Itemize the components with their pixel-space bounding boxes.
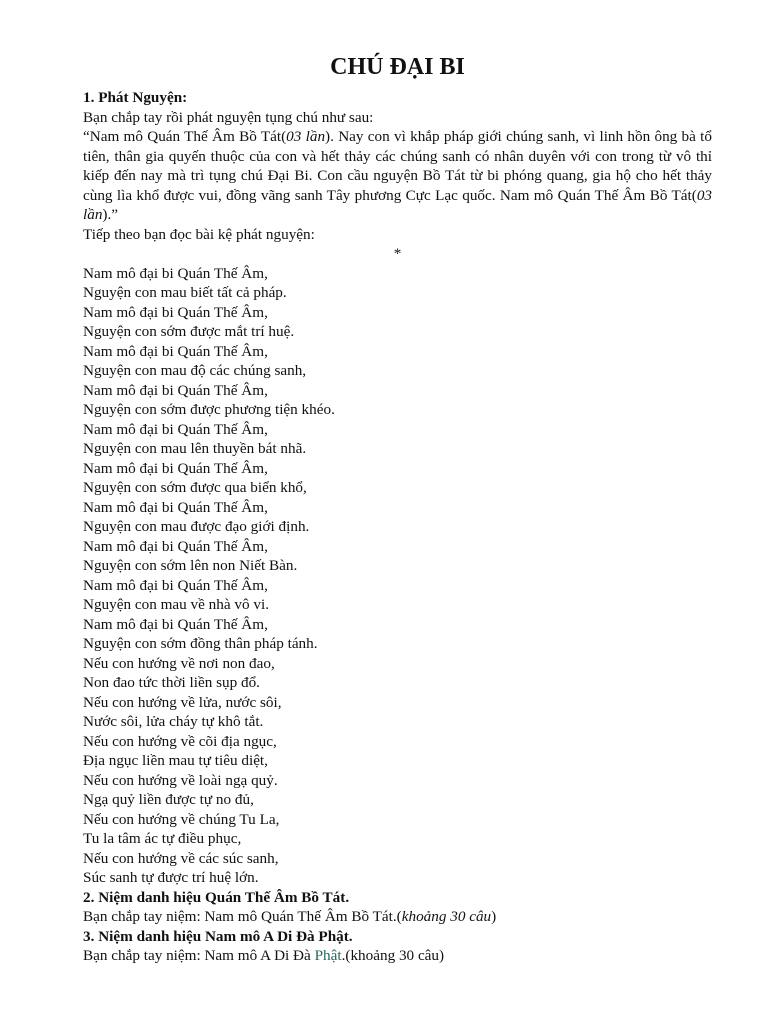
vow-repeat-count-1: 03 lần — [286, 128, 326, 145]
section-2-text — [83, 907, 712, 927]
section-3-text — [83, 946, 712, 966]
section-1-intro: Bạn chắp tay rồi phát nguyện tụng chú như sau: — [83, 108, 374, 126]
vow-text-part-1: “Nam mô Quán Thế Âm Bồ Tát( — [83, 128, 287, 145]
vow-text-part-2: ). Nay con vì khắp pháp giới chúng sanh, vì linh hồn ông bà tổ tiên, thân gia quyến thuộc của con và hết thảy các chúng sanh có nhân duyên với con trong từ vô thỉ kiếp đến nay mà trì tụng chú Đại Bi. Con cầu nguyện Bồ Tát từ bi phóng quang, gia hộ cho hết thảy cùng lìa khổ được vui, đồng vãng sanh Tây phương Cực Lạc quốc. Nam mô Quán Thế Âm Bồ Tát( — [83, 128, 712, 204]
verse-line: Nam mô đại bi Quán Thế Âm, — [83, 537, 268, 555]
verse-line: Nếu con hướng về lửa, nước sôi, — [83, 693, 282, 711]
verse-line: Nếu con hướng về loài ngạ quỷ. — [83, 771, 278, 789]
verse-line: Nam mô đại bi Quán Thế Âm, — [83, 576, 268, 594]
verse-line: Nếu con hướng về chúng Tu La, — [83, 810, 280, 828]
verse-line: Nam mô đại bi Quán Thế Âm, — [83, 264, 268, 282]
vow-paragraph — [83, 127, 712, 225]
section-2-instruction: Bạn chắp tay niệm: Nam mô Quán Thế Âm Bồ Tát.( — [83, 908, 402, 925]
section-2-heading: 2. Niệm danh hiệu Quán Thế Âm Bồ Tát. — [83, 888, 350, 906]
section-3-tail: .(khoảng 30 câu) — [341, 947, 445, 964]
verse-line: Địa ngục liền mau tự tiêu diệt, — [83, 752, 268, 769]
verse-line: Nam mô đại bi Quán Thế Âm, — [83, 303, 268, 321]
verse-line: Ngạ quỷ liền được tự no đủ, — [83, 791, 254, 808]
verse-line: Nếu con hướng về cõi địa ngục, — [83, 732, 277, 750]
section-2-count: khoảng 30 câu — [401, 908, 492, 925]
verse-intro: Tiếp theo bạn đọc bài kệ phát nguyện: — [83, 225, 315, 243]
vow-repeat-count-2: 03 lần — [83, 186, 712, 223]
verse-line: Nam mô đại bi Quán Thế Âm, — [83, 342, 268, 360]
verse-line: Súc sanh tự được trí huệ lớn. — [83, 869, 259, 886]
section-1-heading: 1. Phát Nguyện: — [83, 89, 188, 106]
document-page — [83, 52, 712, 966]
verse-line: Nguyện con sớm đồng thân pháp tánh. — [83, 635, 318, 652]
verse-line: Nguyện con sớm lên non Niết Bàn. — [83, 557, 298, 574]
document-title: CHÚ ĐẠI BI — [330, 54, 465, 80]
verse-line: Nam mô đại bi Quán Thế Âm, — [83, 498, 268, 516]
verse-line: Nguyện con mau lên thuyền bát nhã. — [83, 440, 307, 457]
verse-list — [83, 264, 712, 888]
verse-line: Nguyện con sớm được mắt trí huệ. — [83, 323, 295, 340]
verse-line: Nguyện con sớm được phương tiện khéo. — [83, 401, 335, 418]
phat-link[interactable]: Phật — [314, 947, 342, 964]
verse-line: Nguyện con mau độ các chúng sanh, — [83, 362, 307, 379]
separator-asterisk: * — [393, 245, 402, 262]
verse-line: Nam mô đại bi Quán Thế Âm, — [83, 615, 268, 633]
verse-line: Nam mô đại bi Quán Thế Âm, — [83, 420, 268, 438]
verse-line: Nam mô đại bi Quán Thế Âm, — [83, 381, 268, 399]
verse-line: Nếu con hướng về các súc sanh, — [83, 849, 279, 867]
section-2-close: ) — [491, 908, 497, 925]
verse-line: Tu la tâm ác tự điều phục, — [83, 830, 242, 847]
verse-line: Nguyện con mau được đạo giới định. — [83, 518, 310, 535]
verse-line: Nguyện con mau về nhà vô vi. — [83, 596, 270, 613]
verse-line: Nếu con hướng về nơi non đao, — [83, 654, 275, 672]
verse-line: Non đao tức thời liền sụp đổ. — [83, 674, 260, 691]
verse-line: Nguyện con sớm được qua biển khổ, — [83, 479, 307, 496]
section-3-instruction: Bạn chắp tay niệm: Nam mô A Di Đà — [83, 947, 315, 964]
vow-text-part-3: ).” — [102, 206, 119, 223]
verse-line: Nam mô đại bi Quán Thế Âm, — [83, 459, 268, 477]
verse-line: Nguyện con mau biết tất cả pháp. — [83, 284, 287, 301]
section-3-heading: 3. Niệm danh hiệu Nam mô A Di Đà Phật. — [83, 927, 353, 945]
verse-line: Nước sôi, lửa cháy tự khô tắt. — [83, 713, 264, 730]
